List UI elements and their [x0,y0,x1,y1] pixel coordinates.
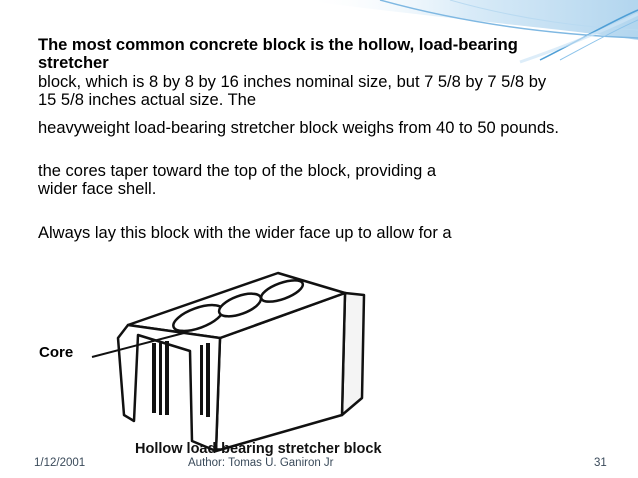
footer-author: Author: Tomas U. Ganiron Jr [188,457,334,469]
heading-line-1: The most common concrete block is the hollow, load-bearing [38,36,518,54]
heading-line-2: stretcher [38,54,109,72]
footer-date: 1/12/2001 [34,457,86,469]
core-label: Core [39,344,74,361]
body-line-2: 15 5/8 inches actual size. The [38,91,256,109]
body-line-4: the cores taper toward the top of the block, providing a [38,162,437,180]
body-line-5: wider face shell. [38,180,157,198]
figure-caption: Hollow load-bearing stretcher block [135,441,382,457]
body-line-3: heavyweight load-bearing stretcher block weighs from 40 to 50 pounds. [38,119,559,137]
stretcher-block-drawing [20,243,380,463]
body-line-6: Always lay this block with the wider face up to allow for a [38,224,452,242]
footer-page-number: 31 [594,457,607,469]
block-figure [20,243,380,463]
body-line-1: block, which is 8 by 8 by 16 inches nominal size, but 7 5/8 by 7 5/8 by [38,73,547,91]
